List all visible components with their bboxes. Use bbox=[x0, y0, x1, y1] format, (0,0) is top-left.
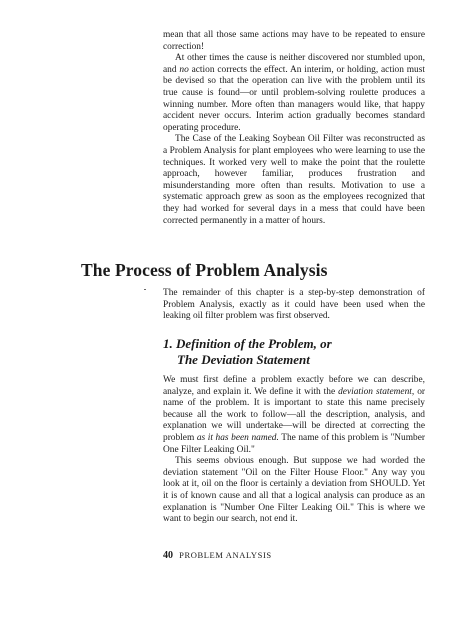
page-number: 40 bbox=[163, 550, 173, 561]
paragraph: mean that all those same actions may have to be repeated to ensure correction! bbox=[163, 30, 425, 52]
subsection-heading-line-2: The Deviation Statement bbox=[177, 352, 310, 367]
emphasis-text: deviation statement, bbox=[338, 386, 415, 397]
paragraph: The remainder of this chapter is a step-by-step demonstration of Problem Analysis, exactly as it could have been used when the leaking oil filter problem was first observed. bbox=[163, 288, 425, 322]
emphasis-text: no bbox=[179, 64, 189, 75]
text-block-top bbox=[163, 30, 425, 227]
page-footer bbox=[163, 550, 272, 561]
text-block-body bbox=[163, 375, 425, 526]
running-head: PROBLEM ANALYSIS bbox=[179, 550, 272, 560]
paragraph: At other times the cause is neither discovered nor stumbled upon, and no action corrects the effect. An interim, or holding, action must be devised so that the operation can live with the problem until its true cause is found—or until problem-solving roulette produces a winning number. More often than managers would like, that happy accident never occurs. Interim action gradually becomes standard operating procedure. bbox=[163, 53, 425, 133]
paragraph: We must first define a problem exactly before we can describe, analyze, and explain it. We define it with the deviation statement, or name of the problem. It is important to state this name precisely because all the work to follow—all the description, analysis, and explanation we will undertake—will be directed at correcting the problem as it has been named. The name of this problem is "Number One Filter Leaking Oil." bbox=[163, 375, 426, 455]
emphasis-text: as it has been named. bbox=[196, 432, 279, 443]
subsection-heading-line-1: 1. Definition of the Problem, or bbox=[163, 336, 332, 351]
paragraph: The Case of the Leaking Soybean Oil Filter was reconstructed as a Problem Analysis for plant employees who were learning to use the techniques. It worked very well to make the point that the roulette approach, however familiar, produces frustration and misunderstanding more often than results. Motivation to use a systematic approach grew as soon as the employees recognized that they had worked for several days in a mess that could have been corrected permanently in a matter of hours. bbox=[163, 134, 425, 226]
subsection-heading bbox=[163, 336, 433, 368]
section-heading: The Process of Problem Analysis bbox=[81, 260, 328, 280]
section-intro bbox=[163, 288, 425, 323]
stray-mark bbox=[144, 289, 146, 290]
paragraph: This seems obvious enough. But suppose we had worded the deviation statement "Oil on the Filter House Floor." Any way you look at it, oil on the floor is certainly a deviation from SHOULD. Yet it is of known cause and all that a logical analysis can produce as an explanation is "Number One Filter Leaking Oil." This is where we want to begin our search, not end it. bbox=[163, 456, 425, 525]
